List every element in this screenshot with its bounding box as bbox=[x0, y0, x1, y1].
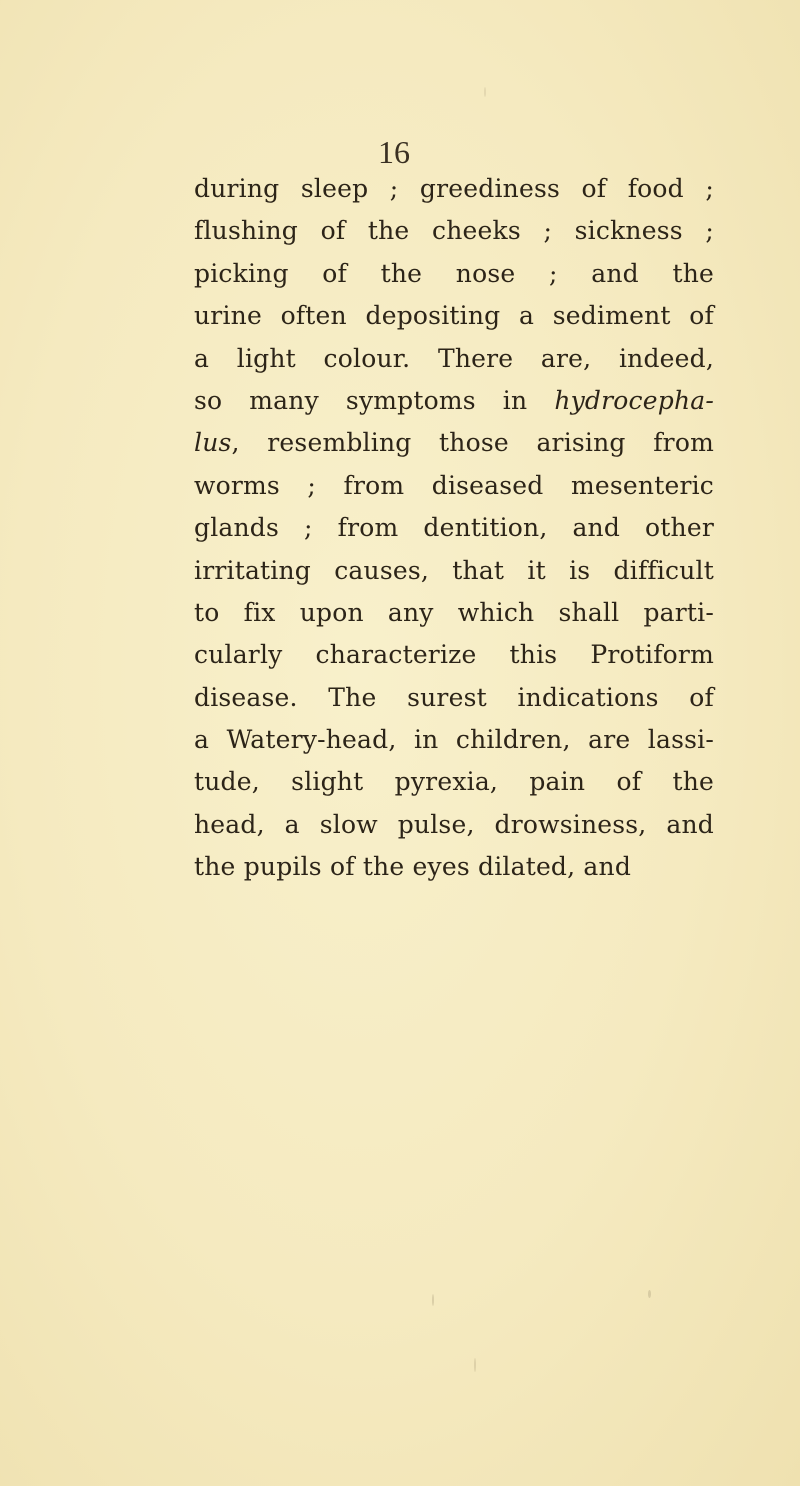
text-segment: tude, slight pyrexia, pain of the bbox=[194, 767, 714, 797]
text-line bbox=[194, 634, 714, 676]
text-line bbox=[194, 719, 714, 761]
text-line bbox=[194, 507, 714, 549]
text-segment: the pupils of the eyes dilated, and bbox=[194, 852, 632, 882]
text-line bbox=[194, 846, 714, 888]
text-line bbox=[194, 592, 714, 634]
text-segment: worms ; from diseased mesenteric bbox=[194, 470, 714, 500]
text-segment: urine often depositing a sediment of bbox=[194, 301, 714, 331]
text-line bbox=[194, 804, 714, 846]
body-text bbox=[194, 168, 714, 889]
text-segment: glands ; from dentition, and other bbox=[194, 513, 714, 543]
text-segment: flushing of the cheeks ; sickness ; bbox=[194, 216, 714, 246]
italic-term: lus bbox=[194, 428, 232, 458]
text-line bbox=[194, 761, 714, 803]
text-line bbox=[194, 422, 714, 464]
text-line bbox=[194, 338, 714, 380]
text-segment: during sleep ; greediness of food ; bbox=[194, 174, 714, 203]
text-line bbox=[194, 677, 714, 719]
text-segment: , resembling those arising from bbox=[231, 428, 714, 458]
text-segment: picking of the nose ; and the bbox=[194, 258, 714, 288]
paper-speck bbox=[484, 87, 486, 97]
text-segment: a light colour. There are, indeed, bbox=[194, 343, 714, 373]
page-number: 16 bbox=[378, 134, 410, 170]
text-line bbox=[194, 253, 714, 295]
text-segment: a Watery-head, in children, are lassi- bbox=[194, 725, 714, 755]
text-line bbox=[194, 380, 714, 422]
text-segment: head, a slow pulse, drowsiness, and bbox=[194, 809, 714, 839]
text-line bbox=[194, 465, 714, 507]
text-line bbox=[194, 295, 714, 337]
paper-speck bbox=[474, 1358, 476, 1372]
text-line bbox=[194, 210, 714, 252]
paper-speck bbox=[432, 1294, 434, 1306]
text-line bbox=[194, 550, 714, 592]
italic-term: hydrocepha- bbox=[554, 385, 714, 415]
text-segment: disease. The surest indications of bbox=[194, 682, 714, 712]
text-line bbox=[194, 168, 714, 210]
text-segment: irritating causes, that it is difficult bbox=[194, 555, 714, 585]
text-segment: so many symptoms in bbox=[194, 385, 555, 415]
paper-speck bbox=[648, 1290, 651, 1298]
text-segment: to fix upon any which shall parti- bbox=[194, 597, 714, 627]
text-segment: cularly characterize this Protiform bbox=[194, 640, 714, 670]
